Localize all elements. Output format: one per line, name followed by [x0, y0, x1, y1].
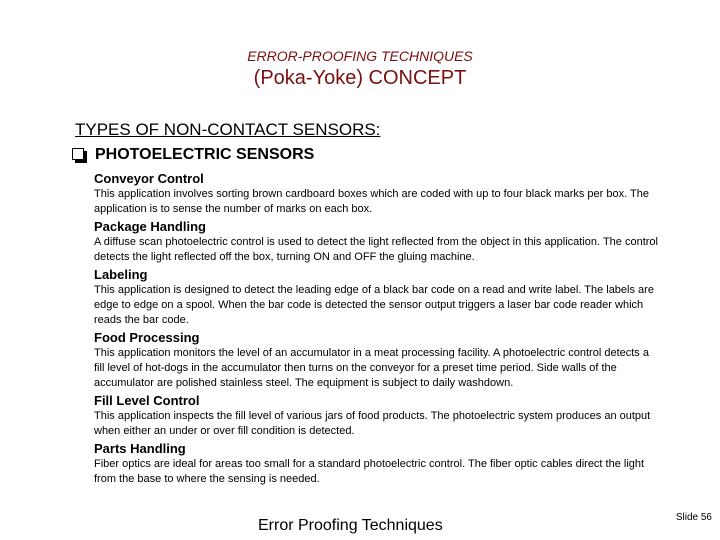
square-bullet-icon	[72, 148, 87, 163]
item-title: Parts Handling	[94, 441, 186, 456]
list-item	[94, 171, 660, 217]
application-list	[94, 171, 660, 489]
footer-title: Error Proofing Techniques	[258, 517, 443, 534]
section-heading: TYPES OF NON-CONTACT SENSORS:	[75, 120, 381, 139]
item-description: A diffuse scan photoelectric control is used to detect the light reflected from the object in this application. The control detects the light reflected off the box, turning ON and OFF the gluing machine.	[94, 236, 658, 263]
item-title: Conveyor Control	[94, 171, 204, 186]
list-item	[94, 219, 660, 265]
item-description: This application monitors the level of an accumulator in a meat processing facility. A photoelectric control detects a fill level of hot-dogs in the accumulator then turns on the conveyor for a preset time period. Side walls of the accumulator are polished stainless steel. The equipment is subject to daily washdown.	[94, 347, 649, 389]
item-description: This application inspects the fill level of various jars of food products. The photoelectric system produces an output when either an under or over fill condition is detected.	[94, 410, 651, 437]
list-item	[94, 441, 660, 487]
slide-subtitle: (Poka-Yoke) CONCEPT	[253, 67, 467, 89]
item-title: Fill Level Control	[94, 393, 200, 408]
item-description: This application involves sorting brown cardboard boxes which are coded with up to four black marks per box. The application is to sense the number of marks on each box.	[94, 188, 649, 215]
item-description: This application is designed to detect the leading edge of a black bar code on a read and write label. The labels are edge to edge on a spool. When the bar code is detected the sensor output triggers a laser bar code reader which reads the bar code.	[94, 284, 654, 326]
item-title: Food Processing	[94, 330, 200, 345]
bullet-row	[72, 146, 314, 164]
list-item	[94, 393, 660, 439]
item-title: Package Handling	[94, 219, 206, 234]
slide-number: Slide 56	[675, 512, 712, 523]
bullet-label: PHOTOELECTRIC SENSORS	[95, 146, 315, 163]
list-item	[94, 267, 660, 328]
slide-title: ERROR-PROOFING TECHNIQUES	[247, 48, 473, 64]
item-title: Labeling	[94, 267, 148, 282]
item-description: Fiber optics are ideal for areas too small for a standard photoelectric control. The fiber optic cables direct the light from the base to where the sensing is needed.	[94, 458, 645, 485]
list-item	[94, 330, 660, 391]
